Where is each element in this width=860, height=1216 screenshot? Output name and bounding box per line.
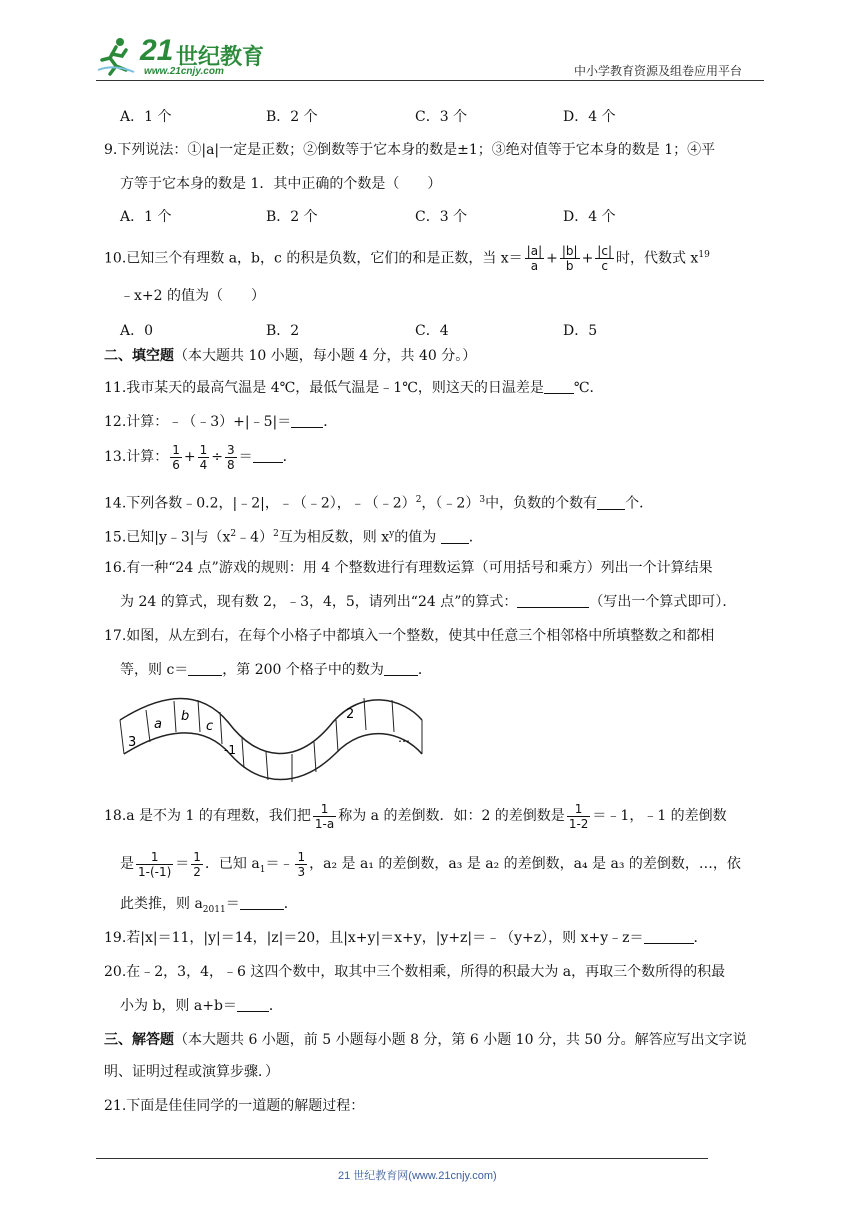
header-rule [96,80,764,81]
section2-heading [104,346,476,366]
q9-option-a: A．1 个 [120,209,172,225]
footer-rule [96,1158,708,1159]
q20-line2: 小为 b，则 a+b＝ ． [120,998,283,1014]
q14: 14.下列各数﹣0.2，|﹣2|，﹣（﹣2），﹣（﹣2）$^2$，（﹣2）$^3$中，负数的个数有 个． [104,495,654,512]
q17-cell-ellipsis: … [398,731,410,745]
q16-blank[interactable] [517,593,589,608]
q17-cell-b: b [181,709,190,724]
q10-frac-b: $\frac{|b|}{b}$ [561,244,578,274]
q11: 11.我市某天的最高气温是 4℃，最低气温是﹣1℃，则这天的日温差是 ℃． [104,380,604,396]
q11-blank[interactable] [544,379,574,394]
q10-exponent: 19 [698,250,710,260]
q21: 21.下面是佳佳同学的一道题的解题过程： [104,1098,365,1114]
section3-desc: （本大题共 6 小题，前 5 小题每小题 8 分，第 6 小题 10 分，共 50 分。解答应写出文字说 [174,1032,747,1048]
q17-cell-a: a [154,717,162,732]
q15-blank[interactable] [441,529,469,544]
q9-option-d: D．4 个 [563,209,616,225]
q17-line2: 等，则 c＝ ，第 200 个格子中的数为 ． [120,662,432,678]
q10-frac-c: $\frac{|c|}{c}$ [597,244,612,274]
q10-frac-a: $\frac{|a|}{a}$ [526,244,543,274]
q19: 19.若|x|＝11，|y|＝14，|z|＝20，且|x+y|＝x+y，|y+z|＝﹣（y+z），则 x+y﹣z＝ ． [104,930,708,946]
q10-suffix: 时，代数式 x [615,250,699,267]
q17-cell-1: 3 [128,735,137,750]
section3-heading [104,1030,747,1050]
q13-blank[interactable] [253,448,283,463]
section2-label: 二、填空题 [104,348,174,364]
platform-name: 中小学教育资源及组卷应用平台 [574,64,743,78]
header-logo [96,34,266,80]
q17-blank-c[interactable] [188,661,222,676]
q17-cell-c: c [206,719,214,734]
footer-link[interactable]: 21 世纪教育网(www.21cnjy.com) [338,1170,497,1182]
q17-blank-200[interactable] [384,661,418,676]
q20-line1: 20.在﹣2，3，4，﹣6 这四个数中，取其中三个数相乘，所得的积最大为 a，再取三个数所得的积最 [104,964,726,980]
q12-blank[interactable] [291,413,323,428]
q16-line2: 为 24 的算式，现有数 2，﹣3，4，5，请列出“24 点”的算式： （写出一个算式即可）． [120,594,737,610]
section3-label: 三、解答题 [104,1032,174,1048]
q12: 12.计算：﹣（﹣3）+|﹣5|＝ ． [104,414,338,430]
logo-text: 世纪教育 [176,45,265,70]
q9-option-b: B．2 个 [266,209,318,225]
q14-blank[interactable] [597,495,625,510]
q10-line1: 10.已知三个有理数 a，b，c 的积是负数，它们的和是正数，当 x＝ $\frac{|a|}{a}$ + $\frac{|b|}{b}$ + $\frac{|c|}{c}$ 时，代数式 $x^{19}$ [104,244,710,274]
q19-blank[interactable] [644,929,694,944]
q9-option-c: C．3 个 [415,209,468,225]
q16-line1: 16.有一种“24 点”游戏的规则：用 4 个整数进行有理数运算（可用括号和乘方）列出一个计算结果 [104,560,713,576]
q9-line1: 9.下列说法：①|a|一定是正数；②倒数等于它本身的数是±1；③绝对值等于它本身的数是 1；④平 [104,142,716,158]
logo-number: 21 [140,34,174,67]
q10-option-c: C．4 [415,323,449,339]
q10-option-a: A．0 [120,323,154,339]
q17-cell-2: 2 [346,707,355,722]
section3-line2: 明、证明过程或演算步骤．） [104,1064,279,1080]
q10-option-b: B．2 [266,323,300,339]
q13: 13.计算： $\frac{1}{6}$ + $\frac{1}{4}$ ÷ $\frac{3}{8}$ ＝ ． [104,442,297,472]
q10-line2: ﹣x+2 的值为（ ） [120,288,265,304]
logo-url: www.21cnjy.com [144,66,224,77]
q18-blank[interactable] [240,895,284,910]
q18-line3: 此类推，则 $a_{2011}=$ ． [120,896,298,915]
q10-option-d: D．5 [563,323,598,339]
section2-desc: （本大题共 10 小题，每小题 4 分，共 40 分。） [174,348,477,364]
q15: 15.已知|y﹣3|与$(x^2﹣4)^2$互为相反数，则 $x^y$的值为 ． [104,529,483,546]
q18-line1: 18.a 是不为 1 的有理数，我们把 $\frac{1}{1-a}$ 称为 a 的差倒数．如：2 的差倒数是 $\frac{1}{1-2}$ ＝﹣1，﹣1 的差倒数 [104,801,727,831]
q8-option-b: B．2 个 [266,109,318,125]
q18-line2: 是 $\frac{1}{1-(-1)}$ ＝ $\frac{1}{2}$ ．已知 $a_1=﹣$ $\frac{1}{3}$ ，a₂ 是 a₁ 的差倒数，a₃ 是 a₂ 的差倒数，a₄ 是 a₃ 的差倒数，…，依 [120,849,741,879]
q8-option-c: C．3 个 [415,109,468,125]
q17-wave-figure [118,692,428,784]
q8-option-a: A．1 个 [120,109,172,125]
q17-line1: 17.如图，从左到右，在每个小格子中都填入一个整数，使其中任意三个相邻格中所填整数之和都相 [104,628,715,644]
q9-line2: 方等于它本身的数是 1．其中正确的个数是（ ） [120,176,442,192]
q10-prefix: 10.已知三个有理数 a，b，c 的积是负数，它们的和是正数，当 x＝ [104,250,523,267]
q17-cell-neg1: -1 [224,743,236,757]
q8-option-d: D．4 个 [563,109,616,125]
runner-logo-icon [96,36,136,78]
q20-blank[interactable] [237,997,269,1012]
